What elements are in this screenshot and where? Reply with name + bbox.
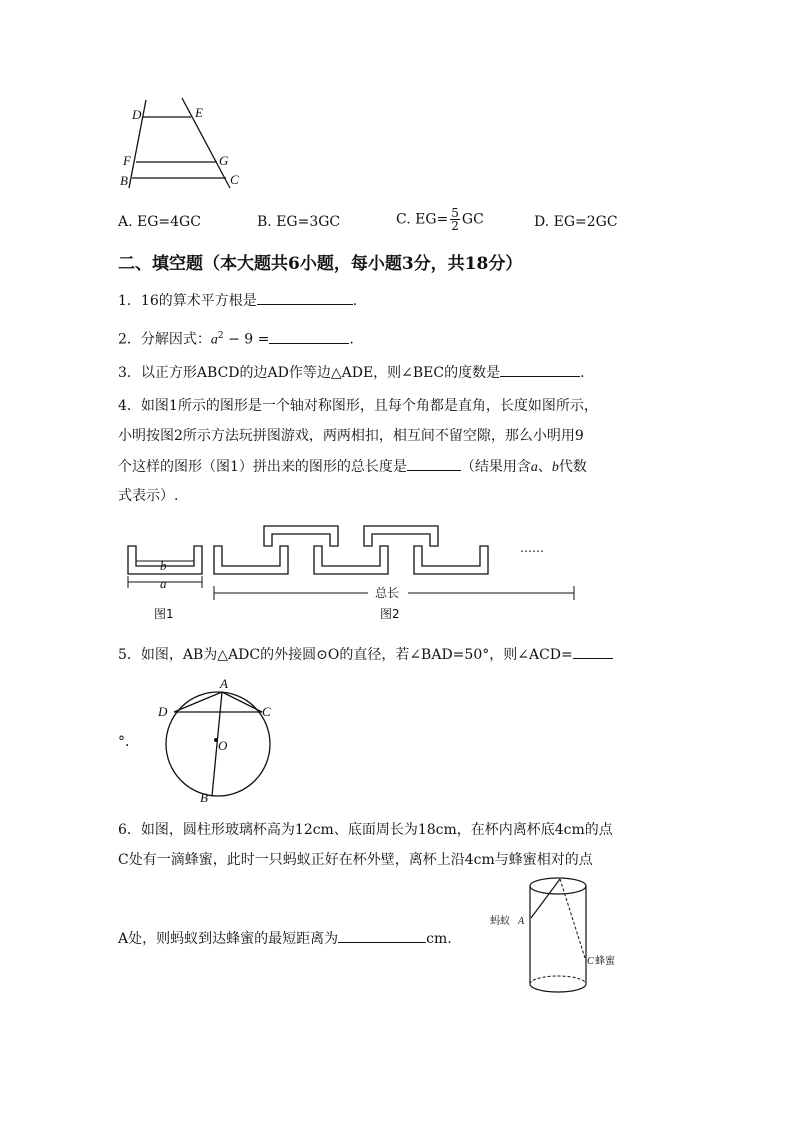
question-6-line-3	[118, 928, 452, 949]
label-c: C	[262, 704, 271, 719]
question-4-line-3-a: 个这样的图形（图1）拼出来的图形的总长度是	[118, 459, 407, 475]
label-b: B	[200, 790, 208, 805]
piece-5	[414, 546, 488, 574]
label-b: B	[120, 173, 128, 188]
question-5-text: 5．如图，AB为△ADC的外接圆⊙O的直径，若∠BAD=50°，则∠ACD=	[118, 647, 573, 663]
label-ant: 蚂蚁	[490, 916, 510, 927]
cylinder-figure	[488, 872, 628, 1002]
chord-ac	[222, 692, 262, 712]
question-6-line-2: C处有一滴蜂蜜，此时一只蚂蚁正好在杯外壁，离杯上沿4cm与蜂蜜相对的点	[118, 852, 593, 868]
label-c: C	[587, 956, 594, 967]
answer-blank-5[interactable]	[573, 644, 613, 659]
choice-c-prefix: C. EG=	[396, 211, 449, 228]
question-2	[118, 326, 354, 351]
answer-blank-4[interactable]	[407, 456, 461, 471]
question-3	[118, 362, 585, 383]
fraction-denominator: 2	[451, 219, 459, 233]
label-e: E	[195, 105, 203, 120]
choice-a: A. EG=4GC	[118, 214, 201, 230]
cylinder-top	[530, 878, 586, 894]
label-f: F	[123, 153, 131, 168]
path-a-to-rim	[531, 879, 560, 918]
question-4-line-3-b: （结果用含	[460, 459, 531, 475]
question-1	[118, 290, 357, 311]
question-2-text: 2．分解因式：	[118, 331, 211, 348]
ellipsis: ……	[520, 541, 544, 555]
section-heading: 二、填空题（本大题共6小题，每小题3分，共18分）	[118, 254, 523, 274]
question-1-text: 1．16的算术平方根是	[118, 293, 257, 309]
var-b: b	[551, 460, 559, 475]
label-o: O	[218, 738, 228, 753]
chord-ad	[174, 692, 222, 712]
label-a: A	[220, 676, 228, 691]
expr-exponent: 2	[217, 331, 224, 341]
piece-4	[364, 526, 438, 546]
question-4-line-3-c: 代数	[558, 459, 587, 475]
question-3-text: 3．以正方形ABCD的边AD作等边△ADE，则∠BEC的度数是	[118, 365, 501, 381]
piece-2	[264, 526, 338, 546]
separator: 、	[537, 459, 552, 475]
question-6-line-1: 6．如图，圆柱形玻璃杯高为12cm、底面周长为18cm，在杯内离杯底4cm的点	[118, 822, 613, 838]
piece-3	[314, 546, 388, 574]
trapezoid-figure	[112, 92, 252, 192]
question-2-end: .	[349, 331, 354, 348]
question-3-end: .	[580, 365, 585, 381]
question-4-line-3	[118, 456, 587, 478]
figure-1-caption: 图1	[154, 607, 174, 621]
cylinder-bottom-front	[530, 984, 586, 992]
question-1-end: .	[352, 293, 358, 309]
label-d: D	[132, 107, 142, 122]
total-length-label: 总长	[375, 586, 400, 600]
question-6-unit: cm.	[426, 931, 452, 947]
label-g: G	[219, 153, 229, 168]
figure-2-shapes	[214, 526, 488, 574]
fraction-numerator: 5	[451, 206, 459, 220]
question-5-tail: °．	[118, 734, 139, 750]
answer-blank-2[interactable]	[269, 329, 349, 344]
label-honey: 蜂蜜	[595, 956, 615, 967]
figure-2-caption: 图2	[380, 607, 400, 621]
answer-blank-3[interactable]	[500, 362, 580, 377]
label-a: a	[160, 576, 167, 591]
label-a: A	[518, 916, 525, 927]
choice-c	[396, 207, 484, 232]
puzzle-figure	[118, 518, 588, 628]
cylinder-bottom-back	[530, 976, 586, 984]
piece-1	[214, 546, 288, 574]
choice-c-suffix: GC	[461, 211, 484, 228]
var-a: a	[530, 460, 538, 475]
label-d: D	[158, 704, 168, 719]
expr-rest: − 9 =	[223, 331, 270, 348]
question-4-line-1: 4．如图1所示的图形是一个轴对称图形，且每个角都是直角，长度如图所示，	[118, 398, 598, 414]
circle-figure	[152, 672, 288, 808]
expr-var-a: a	[210, 332, 218, 348]
fraction	[450, 207, 460, 232]
answer-blank-1[interactable]	[257, 290, 353, 305]
question-5	[118, 644, 613, 665]
question-4-line-2: 小明按图2所示方法玩拼图游戏，两两相扣，相互间不留空隙，那么小明用9	[118, 428, 584, 444]
line-ec	[182, 98, 230, 188]
label-b: b	[160, 558, 167, 573]
question-4-line-4: 式表示）.	[118, 488, 179, 504]
answer-blank-6[interactable]	[338, 928, 426, 943]
choice-d: D. EG=2GC	[534, 214, 618, 230]
question-6-text: A处，则蚂蚁到达蜂蜜的最短距离为	[118, 931, 339, 947]
choice-b: B. EG=3GC	[257, 214, 341, 230]
label-c: C	[230, 172, 239, 187]
